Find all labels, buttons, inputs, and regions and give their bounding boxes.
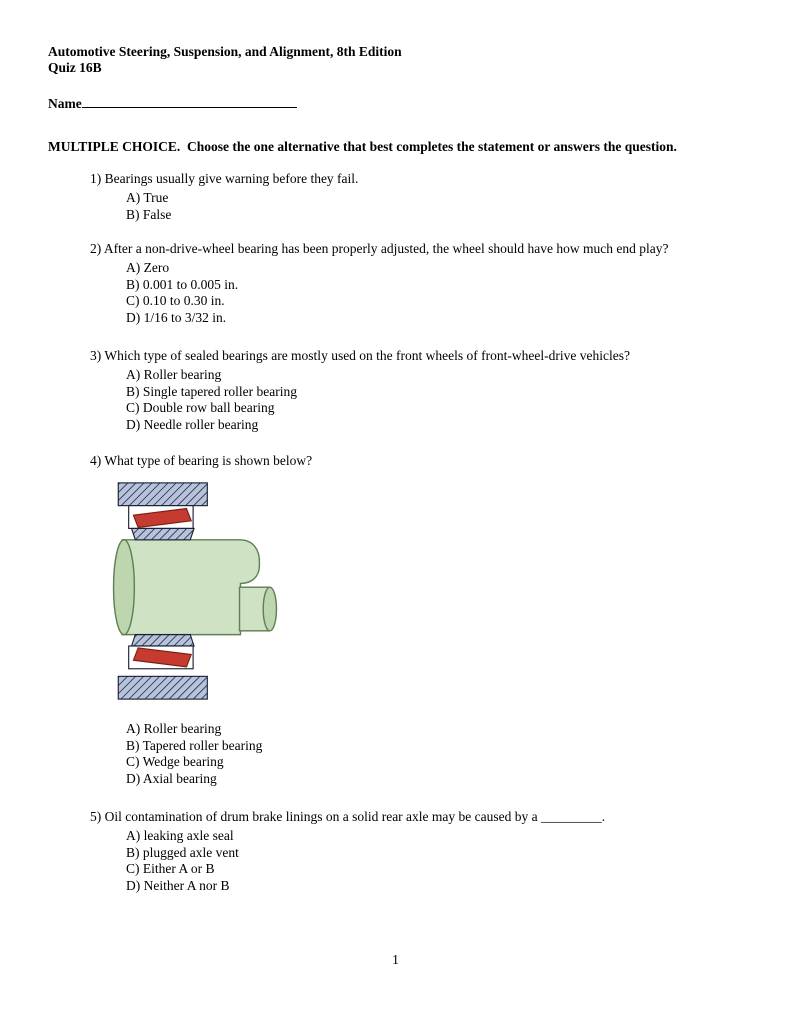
choice-option: C) Double row ball bearing (126, 400, 275, 415)
question-number: 1) (90, 171, 102, 186)
choice-option: C) 0.10 to 0.30 in. (126, 293, 225, 308)
shaft-step-end-cap (263, 587, 276, 631)
bearing-cone-top (132, 528, 195, 539)
tapered-roller-bearing-figure (105, 481, 743, 705)
housing-top-flange (118, 483, 207, 506)
choice-option: A) leaking axle seal (126, 828, 234, 843)
name-blank-line (82, 94, 297, 108)
question-3 (90, 348, 743, 433)
question-2-choices (126, 260, 743, 326)
question-4-choices (126, 721, 743, 787)
question-number: 3) (90, 348, 102, 363)
question-5 (90, 809, 743, 894)
question-2 (90, 241, 743, 326)
question-1-choices (126, 190, 743, 223)
choice-option: A) Roller bearing (126, 367, 222, 382)
document-title: Automotive Steering, Suspension, and Alignment, 8th Edition (48, 44, 402, 59)
choice-option: C) Either A or B (126, 861, 215, 876)
question-2-text-line (90, 241, 743, 257)
bearing-cone-bottom (132, 635, 195, 646)
instructions-header: MULTIPLE CHOICE. Choose the one alternative that best completes the statement or answers the question. (48, 139, 677, 154)
question-text: After a non-drive-wheel bearing has been properly adjusted, the wheel should have how much end play? (103, 241, 669, 256)
housing-bottom-flange (118, 676, 207, 699)
question-text: Oil contamination of drum brake linings on a solid rear axle may be caused by a _________. (104, 809, 606, 824)
choice-option: D) Axial bearing (126, 770, 217, 786)
choice-option: D) Needle roller bearing (126, 416, 259, 432)
page-number: 1 (392, 952, 399, 967)
question-3-choices (126, 367, 743, 433)
name-label: Name (48, 96, 82, 111)
choice-option: A) True (126, 190, 169, 205)
choice-option: B) False (126, 206, 172, 222)
choice-option: B) 0.001 to 0.005 in. (126, 276, 239, 292)
question-3-text-line (90, 348, 743, 364)
choice-option: B) plugged axle vent (126, 844, 239, 860)
question-5-text-line (90, 809, 743, 825)
choice-option: D) Neither A nor B (126, 877, 230, 893)
question-text: Bearings usually give warning before they fail. (104, 171, 359, 186)
question-1 (90, 171, 743, 223)
choice-option: B) Single tapered roller bearing (126, 383, 297, 399)
question-5-choices (126, 828, 743, 894)
question-number: 2) (90, 241, 102, 256)
question-4-text-line (90, 453, 743, 469)
question-number: 5) (90, 809, 102, 824)
question-1-text-line (90, 171, 743, 187)
choice-option: C) Wedge bearing (126, 754, 224, 769)
choice-option: B) Tapered roller bearing (126, 737, 263, 753)
shaft-left-end-cap (114, 540, 135, 635)
question-4 (90, 453, 743, 787)
name-row (48, 94, 743, 112)
question-number: 4) (90, 453, 102, 468)
choice-option: A) Roller bearing (126, 721, 222, 736)
quiz-number: Quiz 16B (48, 60, 102, 75)
shaft-body (122, 540, 259, 635)
bearing-figure-svg (105, 481, 285, 701)
choice-option: A) Zero (126, 260, 170, 275)
question-text: Which type of sealed bearings are mostly used on the front wheels of front-wheel-drive vehicles? (104, 348, 630, 363)
question-text: What type of bearing is shown below? (104, 453, 313, 468)
choice-option: D) 1/16 to 3/32 in. (126, 309, 227, 325)
